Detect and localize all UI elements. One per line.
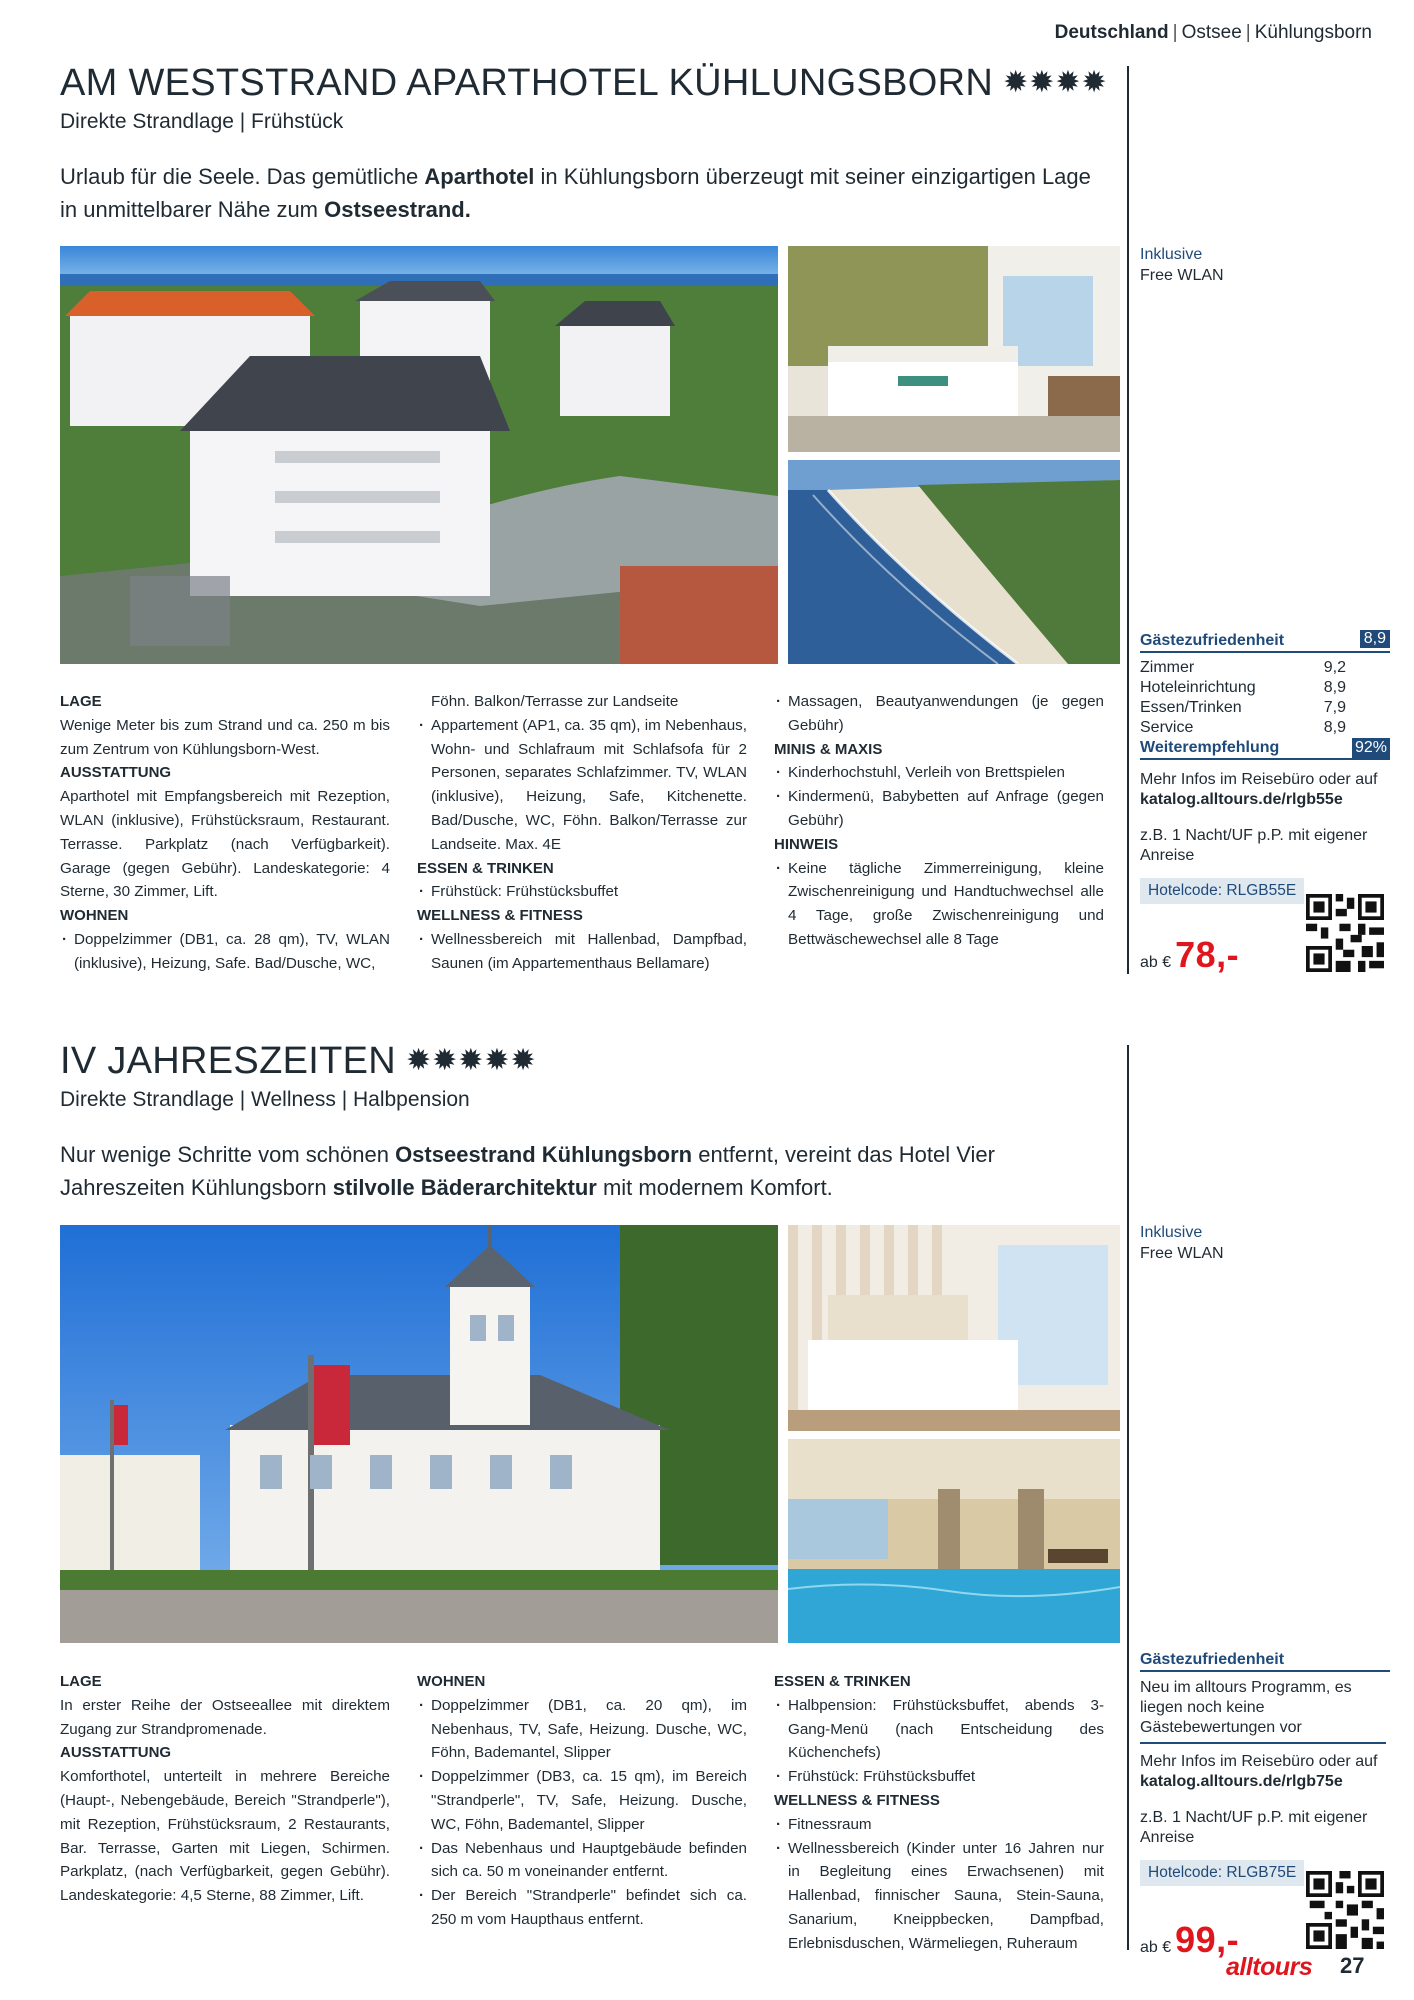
list-item: · Doppelzimmer (DB3, ca. 15 qm), im Bereich "Strandperle", TV, Safe, Heizung. Dusche, WC, Föhn, Bademantel, Slipper [417,1765,747,1836]
price-value: 78,- [1175,934,1240,975]
price-row [1140,1919,1239,1961]
rating-row: Essen/Trinken 7,9 [1140,699,1346,716]
ausstattung-text: Aparthotel mit Empfangsbereich mit Rezeption, WLAN (inklusive), Frühstücksraum, Restaurant. Terrasse. Parkplatz (nach Verfügbarkeit). Garage (gegen Gebühr). Landeskategorie: 4 Sterne, 30 Zimmer, Lift. [60,788,390,901]
recommendation-badge: 92% [1352,738,1390,758]
price-example-note: z.B. 1 Nacht/UF p.P. mit eigener Anreise [1140,827,1368,864]
hotel-title-text: IV JAHRESZEITEN [60,1040,396,1082]
hotelcode-badge: Hotelcode: RLGB55E [1140,878,1304,904]
price-prefix: ab € [1140,954,1172,971]
rating-box [1140,1651,1390,1960]
section-heading-wellness: WELLNESS & FITNESS [417,907,583,925]
list-item: · Kinderhochstuhl, Verleih von Brettspielen [774,761,1104,785]
list-item: · Appartement (AP1, ca. 35 qm), im Nebenhaus, Wohn- und Schlafraum mit Schlafsofa für 2 Personen, separates Schlafzimmer. TV, WLAN (inklusive), Heizung, Safe, Kitchenette. Bad/Dusche, WC, Föhn. Balkon/Terrasse zur Landseite. Max. 4E [417,714,747,857]
page-number: 27 [1340,1953,1365,1978]
more-info: Mehr Infos im Reisebüro oder auf katalog.alltours.de/rlgb75e [1140,1753,1378,1790]
hotel-main-photo[interactable] [60,246,778,664]
rating-row: Service 8,9 [1140,719,1346,736]
ausstattung-text: Komforthotel, unterteilt in mehrere Bereiche (Haupt-, Nebengebäude, Bereich "Strandperle"), mit Rezeption, Frühstücksraum, 2 Restaurants, Bar. Terrasse, Garten mit Liegen, Schirmen. Parkplatz, (nach Verfügbarkeit, gegen Gebühr). Landeskategorie: 4,5 Sterne, 88 Zimmer, Lift. [60,1768,390,1905]
hotel-main-photo[interactable] [60,1225,778,1643]
inklusive-item: Free WLAN [1140,267,1224,284]
wohnen-continued: Föhn. Balkon/Terrasse zur Landseite [431,693,679,710]
price-row [1140,934,1239,976]
list-item: · Wellnessbereich (Kinder unter 16 Jahren nur in Begleitung eines Erwachsenen) mit Hallenbad, finnischer Sauna, Stein-Sauna, Sanarium, Kneippbecken, Dampfbad, Erlebnisduschen, Wärmeliegen, Ruheraum [774,1837,1104,1956]
hotel-subtitle: Direkte Strandlage | Wellness | Halbpension [60,1088,470,1111]
more-info: Mehr Infos im Reisebüro oder auf katalog.alltours.de/rlgb55e [1140,771,1378,808]
lage-text: In erster Reihe der Ostseeallee mit direktem Zugang zur Strandpromenade. [60,1696,390,1738]
star-rating-icon: ✹✹✹✹✹ [406,1044,537,1077]
section-heading-lage: LAGE [60,693,102,710]
catalog-link[interactable]: katalog.alltours.de/rlgb55e [1140,791,1343,808]
inklusive-label: Inklusive [1140,1224,1203,1241]
section-heading-wohnen: WOHNEN [60,907,129,925]
list-item: · Doppelzimmer (DB1, ca. 20 qm), im Nebenhaus, TV, Safe, Heizung. Dusche, WC, Föhn, Bademantel, Slipper [417,1694,747,1765]
list-item: · Das Nebenhaus und Hauptgebäude befinden sich ca. 50 m voneinander entfernt. [417,1837,747,1885]
hotelcode-badge: Hotelcode: RLGB75E [1140,1860,1304,1886]
pool-photo[interactable] [788,1439,1120,1643]
section-heading-hinweis: HINWEIS [774,835,839,853]
list-item: · Massagen, Beautyanwendungen (je gegen Gebühr) [774,690,1104,738]
catalog-link[interactable]: katalog.alltours.de/rlgb75e [1140,1773,1343,1790]
list-item: · Fitnessraum [774,1813,1104,1837]
description-column-2 [417,1670,747,1932]
section-heading-essen: ESSEN & TRINKEN [417,859,554,877]
list-item: · Wellnessbereich mit Hallenbad, Dampfbad, Saunen (im Appartementhaus Bellamare) [417,928,747,976]
breadcrumb-separator: | [1172,22,1178,43]
qr-code-icon[interactable] [1306,894,1384,977]
alltours-logo[interactable]: alltours [1226,1953,1313,1981]
hotel-title [60,62,1108,105]
hotel-intro: Urlaub für die Seele. Das gemütliche Aparthotel in Kühlungsborn überzeugt mit seiner einzigartigen Lage in unmittelbarer Nähe zum Ostseestrand. [60,164,1091,222]
lage-text: Wenige Meter bis zum Strand und ca. 250 m bis zum Zentrum von Kühlungsborn-West. [60,716,390,758]
inklusive-item: Free WLAN [1140,1245,1224,1262]
section-heading-essen: ESSEN & TRINKEN [774,1673,911,1690]
rating-heading: Gästezufriedenheit [1140,1651,1390,1672]
star-rating-icon: ✹✹✹✹ [1003,66,1108,99]
breadcrumb [1055,22,1372,44]
description-column-1 [60,690,390,976]
rating-row: Hoteleinrichtung 8,9 [1140,679,1346,696]
overall-score-badge: 8,9 [1360,630,1390,648]
hotel-subtitle: Direkte Strandlage | Frühstück [60,110,344,133]
divider [1140,1742,1386,1744]
list-item: · Frühstück: Frühstücksbuffet [774,1765,1104,1789]
sidebar-divider-1 [1127,66,1129,974]
section-heading-wohnen: WOHNEN [417,1673,486,1690]
section-heading-ausstattung: AUSSTATTUNG [60,764,172,782]
section-heading-lage: LAGE [60,1673,102,1690]
list-item: · Kindermenü, Babybetten auf Anfrage (gegen Gebühr) [774,785,1104,833]
recommendation-row: Weiterempfehlung 92% [1140,738,1390,760]
price-value: 99,- [1175,1919,1240,1960]
beach-photo[interactable] [788,460,1120,664]
list-item: · Frühstück: Frühstücksbuffet [417,880,747,904]
list-item: · Doppelzimmer (DB1, ca. 28 qm), TV, WLAN (inklusive), Heizung, Safe. Bad/Dusche, WC, [60,928,390,976]
hotel-title-text: AM WESTSTRAND APARTHOTEL KÜHLUNGSBORN [60,62,994,104]
section-heading-wellness: WELLNESS & FITNESS [774,1791,940,1809]
rating-list [1140,658,1390,738]
hotel-intro: Nur wenige Schritte vom schönen Ostseestrand Kühlungsborn entfernt, vereint das Hotel Vier Jahreszeiten Kühlungsborn stilvolle Bäderarchitektur mit modernem Komfort. [60,1142,995,1200]
rating-note: Neu im alltours Programm, es liegen noch keine Gästebewertungen vor [1140,1679,1352,1736]
description-column-1 [60,1670,390,1908]
inklusive-box [1140,244,1390,286]
rating-row: Zimmer 9,2 [1140,659,1346,676]
list-item: · Keine tägliche Zimmerreinigung, kleine Zwischenreinigung und Handtuchwechsel alle 4 Tage, große Zwischenreinigung und Bettwäschewechsel alle 8 Tage [774,857,1104,952]
inklusive-box [1140,1222,1390,1264]
price-prefix: ab € [1140,1939,1172,1956]
description-column-2 [417,690,747,976]
breadcrumb-region[interactable]: Ostsee [1181,22,1242,43]
section-heading-ausstattung: AUSSTATTUNG [60,1744,172,1762]
price-example-note: z.B. 1 Nacht/UF p.P. mit eigener Anreise [1140,1809,1368,1846]
breadcrumb-separator: | [1245,22,1251,43]
list-item: · Halbpension: Frühstücksbuffet, abends 3-Gang-Menü (nach Entscheidung des Küchenchefs) [774,1694,1104,1765]
description-column-3 [774,690,1104,952]
sidebar-divider-2 [1127,1045,1129,1950]
hotel-title [60,1040,537,1083]
qr-code-icon[interactable] [1306,1871,1384,1954]
rating-heading: Gästezufriedenheit 8,9 [1140,632,1390,653]
section-heading-minis: MINIS & MAXIS [774,740,883,758]
breadcrumb-city[interactable]: Kühlungsborn [1254,22,1372,43]
inklusive-label: Inklusive [1140,246,1203,263]
breadcrumb-country[interactable]: Deutschland [1054,22,1169,43]
room-photo[interactable] [788,246,1120,452]
rating-box [1140,632,1390,977]
description-column-3 [774,1670,1104,1956]
room-photo[interactable] [788,1225,1120,1431]
list-item: · Der Bereich "Strandperle" befindet sich ca. 250 m vom Haupthaus entfernt. [417,1884,747,1932]
